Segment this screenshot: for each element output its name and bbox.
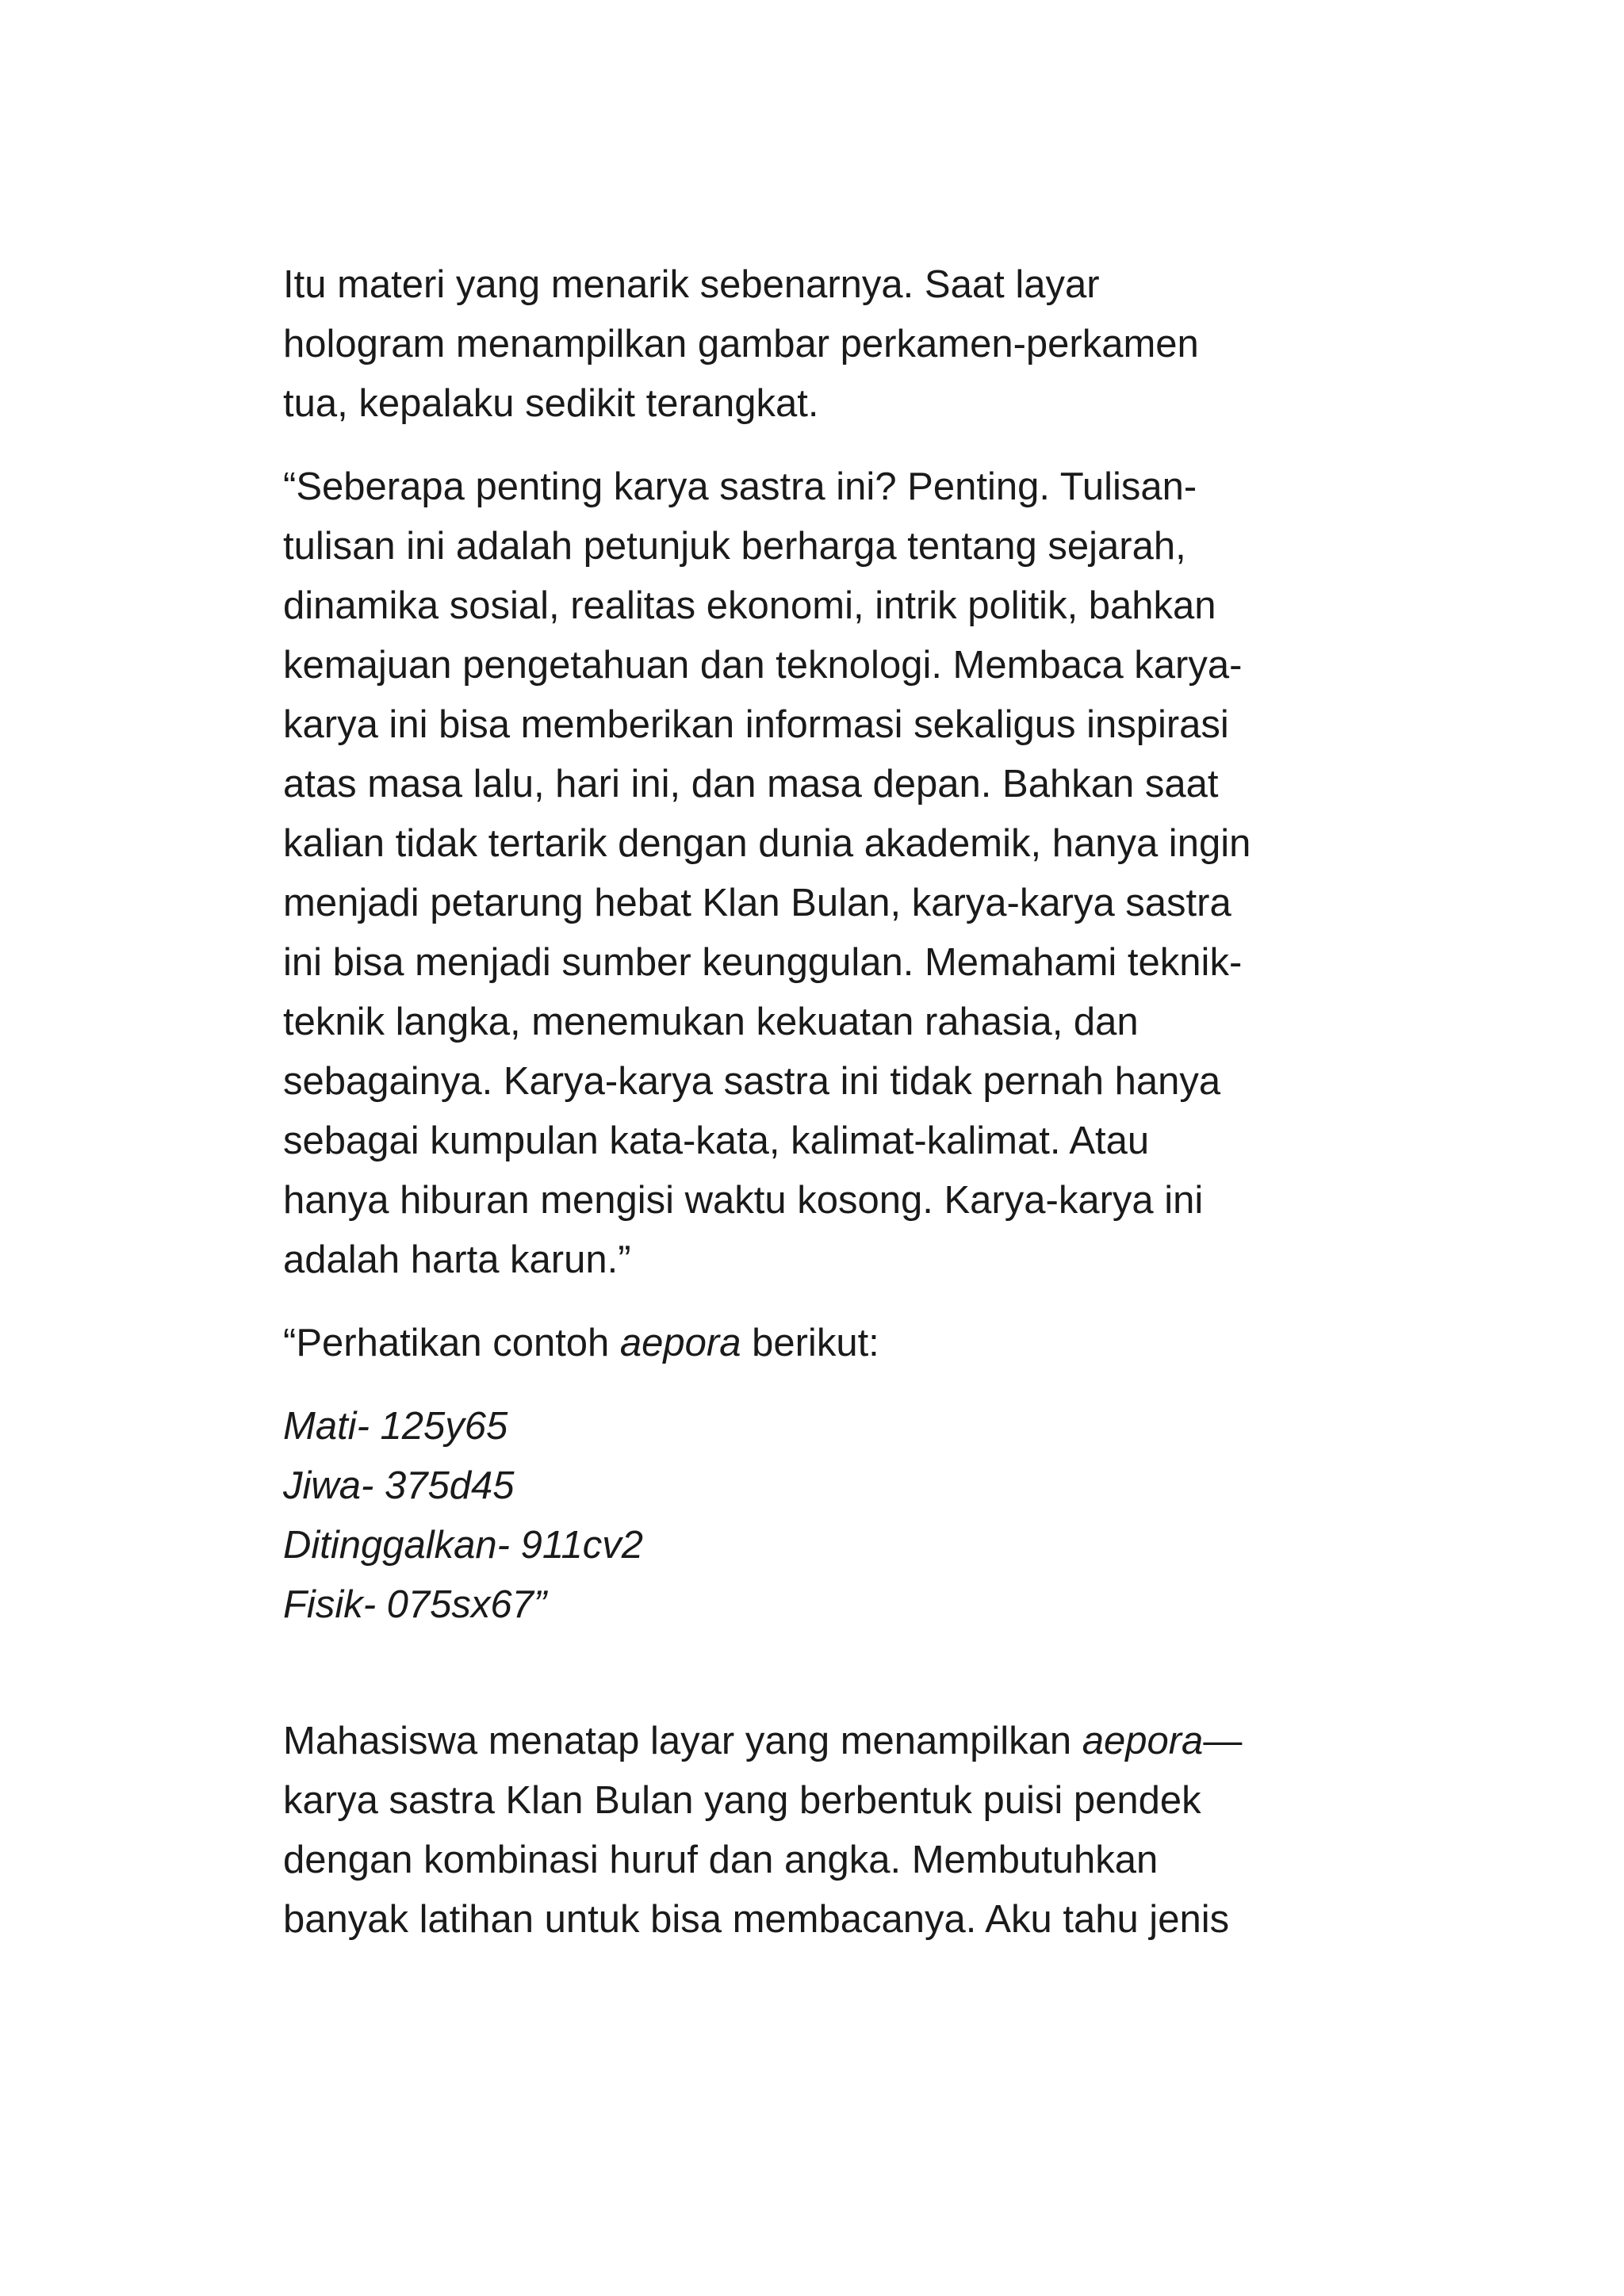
text-line: atas masa lalu, hari ini, dan masa depan. Bahkan saat xyxy=(283,763,1219,806)
paragraph-spacer xyxy=(283,1290,1393,1314)
text-line: kemajuan pengetahuan dan teknologi. Membaca karya- xyxy=(283,644,1243,687)
text-line: kalian tidak tertarik dengan dunia akademik, hanya ingin xyxy=(283,822,1251,865)
text-line xyxy=(283,1712,1393,1771)
paragraph-5 xyxy=(283,1712,1393,1950)
paragraph-spacer xyxy=(283,1635,1393,1712)
paragraph-spacer xyxy=(283,1373,1393,1397)
text-line: hologram menampilkan gambar perkamen-perkamen xyxy=(283,323,1199,365)
document-body xyxy=(283,255,1393,1950)
aepora-examples xyxy=(283,1397,1393,1635)
example-line: Ditinggalkan- 911cv2 xyxy=(283,1524,643,1567)
text-line: Itu materi yang menarik sebenarnya. Saat layar xyxy=(283,263,1100,306)
intro-text: “Perhatikan contoh xyxy=(283,1322,620,1364)
text-line: karya ini bisa memberikan informasi sekaligus inspirasi xyxy=(283,703,1229,746)
text-line: dengan kombinasi huruf dan angka. Membutuhkan xyxy=(283,1839,1159,1881)
example-line: Mati- 125y65 xyxy=(283,1405,508,1448)
text-line xyxy=(283,1314,1393,1373)
text-line: sebagainya. Karya-karya sastra ini tidak pernah hanya xyxy=(283,1060,1221,1103)
example-line: Fisik- 075sx67” xyxy=(283,1583,547,1626)
text-line: sebagai kumpulan kata-kata, kalimat-kalimat. Atau xyxy=(283,1119,1150,1162)
text-line: tua, kepalaku sedikit terangkat. xyxy=(283,382,819,425)
text-line: banyak latihan untuk bisa membacanya. Aku tahu jenis xyxy=(283,1898,1230,1941)
intro-text: berikut: xyxy=(741,1322,879,1364)
text-line: menjadi petarung hebat Klan Bulan, karya-karya sastra xyxy=(283,882,1231,924)
paragraph-1 xyxy=(283,255,1393,434)
paragraph-3 xyxy=(283,1314,1393,1373)
em-dash: — xyxy=(1203,1720,1243,1762)
paragraph-spacer xyxy=(283,434,1393,457)
line-text: Mahasiswa menatap layar yang menampilkan xyxy=(283,1720,1082,1762)
text-line: dinamika sosial, realitas ekonomi, intrik politik, bahkan xyxy=(283,584,1216,627)
example-line: Jiwa- 375d45 xyxy=(283,1464,515,1507)
text-line: karya sastra Klan Bulan yang berbentuk puisi pendek xyxy=(283,1779,1201,1822)
term-aepora: aepora xyxy=(1082,1720,1204,1762)
paragraph-2 xyxy=(283,457,1393,1290)
text-line: hanya hiburan mengisi waktu kosong. Karya-karya ini xyxy=(283,1179,1204,1222)
text-line: tulisan ini adalah petunjuk berharga tentang sejarah, xyxy=(283,525,1186,568)
term-aepora: aepora xyxy=(619,1322,741,1364)
text-line: teknik langka, menemukan kekuatan rahasia, dan xyxy=(283,1001,1139,1043)
text-line: “Seberapa penting karya sastra ini? Penting. Tulisan- xyxy=(283,465,1197,508)
text-line: ini bisa menjadi sumber keunggulan. Memahami teknik- xyxy=(283,941,1243,984)
text-line: adalah harta karun.” xyxy=(283,1238,631,1281)
